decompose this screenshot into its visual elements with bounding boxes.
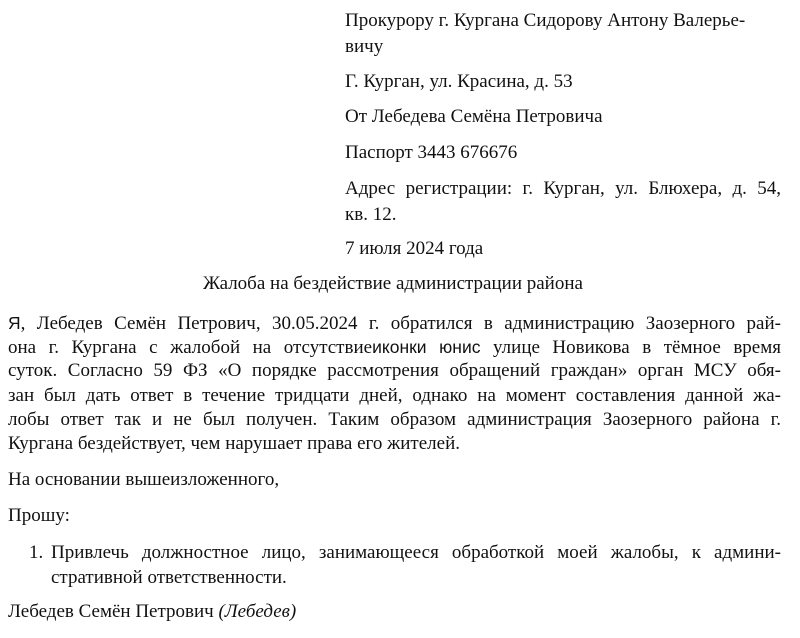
registration-line: Адрес регистрации: г. Курган, ул. Блюхера, д. 54, — [345, 178, 781, 199]
inserted-text: иконки юнис — [372, 337, 481, 357]
paragraph-line — [8, 311, 781, 336]
handwritten-signature: (Лебедев) — [218, 601, 297, 622]
document-date: 7 июля 2024 года — [345, 238, 484, 259]
recipient-address: Г. Курган, ул. Красина, д. 53 — [345, 71, 573, 92]
registration-address — [345, 177, 781, 201]
recipient-line-continued: вичу — [345, 36, 384, 57]
signature-name: Лебедев Семён Петрович — [8, 601, 214, 622]
registration-line-continued: кв. 12. — [345, 204, 397, 225]
document-title: Жалоба на бездействие администрации района — [203, 273, 583, 294]
paragraph-text: Я — [8, 313, 21, 333]
paragraph-line: зан был дать ответ в течение тридцати дней, однако на момент составления данной жа- — [8, 385, 781, 406]
paragraph-line: лобы ответ так и не был получен. Таким образом администрация Заозерного района г. — [8, 409, 781, 430]
passport-number: Паспорт 3443 676676 — [345, 142, 518, 163]
paragraph-line: Кургана бездействует, чем нарушает права его жителей. — [8, 433, 460, 454]
signature-line — [8, 600, 296, 624]
paragraph-text: она г. Кургана с жалобой на отсутствие — [8, 337, 373, 358]
request-heading: Прошу: — [8, 505, 70, 526]
list-item-line: Привлечь должностное лицо, занимающееся обработкой моей жалобы, к админи- — [51, 542, 781, 563]
paragraph-text: , Лебедев Семён Петрович, 30.05.2024 г. обратился в администрацию Заозерного рай- — [20, 313, 781, 334]
paragraph-line — [8, 335, 781, 360]
sender-name: От Лебедева Семёна Петровича — [345, 106, 603, 127]
paragraph-line: суток. Согласно 59 ФЗ «О порядке рассмотрения обращений граждан» орган МСУ обя- — [8, 360, 781, 381]
recipient-line: Прокурору г. Кургана Сидорову Антону Валерье- — [345, 10, 746, 31]
paragraph-text: улице Новикова в тёмное время — [480, 337, 781, 358]
basis-line: На основании вышеизложенного, — [8, 469, 280, 490]
list-item-line-continued: стративной ответственности. — [51, 567, 287, 588]
list-marker: 1. — [29, 542, 44, 563]
